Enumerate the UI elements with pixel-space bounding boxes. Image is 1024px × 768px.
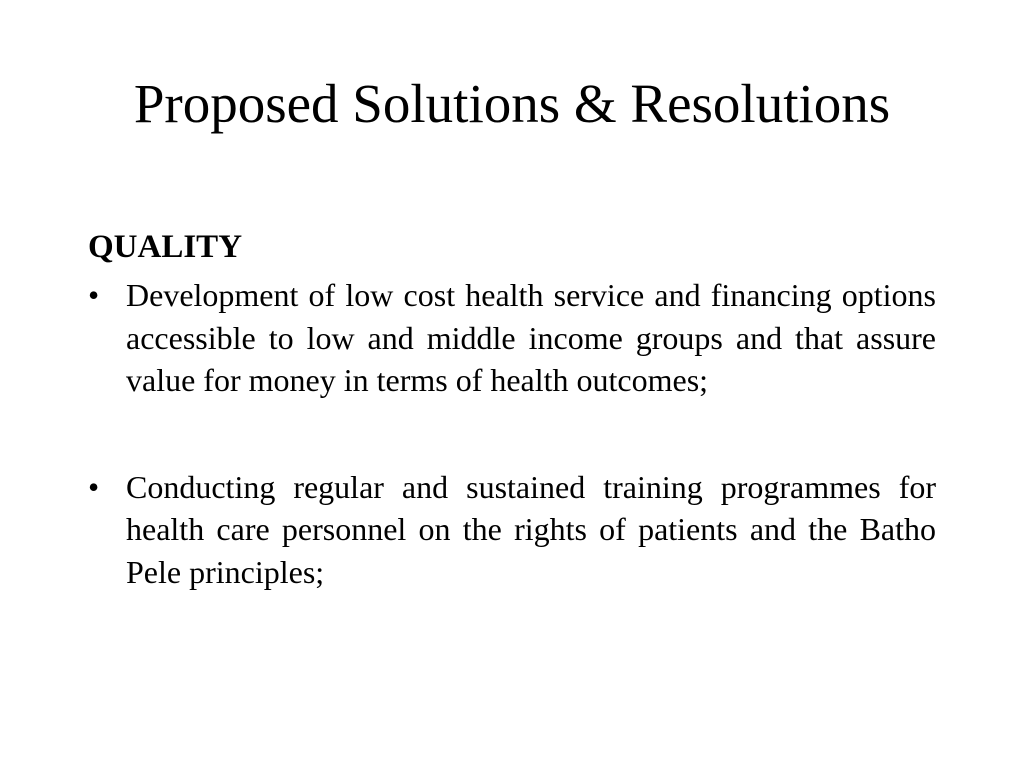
slide-title: Proposed Solutions & Resolutions	[133, 73, 891, 134]
section-heading: QUALITY	[88, 229, 243, 265]
bullet-text: Development of low cost health service and financing options accessible to low and middle income groups and that assure value for money in terms of health outcomes;	[126, 277, 936, 398]
bullet-text: Conducting regular and sustained training programmes for health care personnel on the rights of patients and the Batho Pele principles;	[126, 468, 936, 590]
bullet-list	[88, 274, 936, 593]
bullet-icon: •	[88, 468, 100, 505]
slide-content	[88, 224, 936, 593]
list-item	[88, 274, 936, 402]
list-item	[88, 466, 936, 594]
bullet-icon: •	[88, 277, 100, 313]
